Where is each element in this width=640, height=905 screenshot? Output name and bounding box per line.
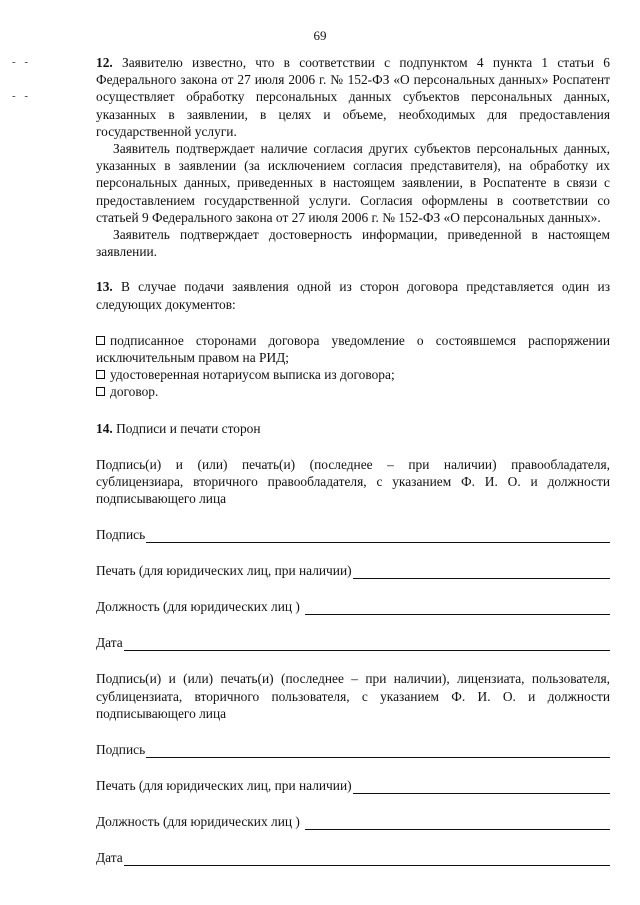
seal-label: Печать (для юридических лиц, при наличии) [96, 563, 352, 579]
block1-position-row[interactable] [96, 598, 610, 615]
position-label: Должность (для юридических лиц ) [96, 813, 300, 829]
option-contract[interactable] [96, 383, 610, 400]
block2-date-row[interactable] [96, 849, 610, 866]
block2-seal-row[interactable] [96, 777, 610, 794]
section-12-text: Заявителю известно, что в соответствии с подпунктом 4 пункта 1 статьи 6 Федерального закона от 27 июля 2006 г. № 152-ФЗ «О персональных данных» Роспатент осуществляет обработку персональных данных субъектов персональных данных, указанных в заявлении, в целях и объеме, необходимых для предоставления государственной услуги. [96, 55, 610, 139]
block2-intro: Подпись(и) и (или) печать(и) (последнее – при наличии), лицензиата, пользователя, сублицензиата, вторичного пользователя, с указанием Ф. И. О. и должности подписывающего лица [96, 671, 610, 721]
section-number: 13. [96, 279, 113, 295]
seal-field[interactable] [353, 566, 610, 579]
checkbox-icon[interactable] [96, 336, 105, 345]
block1-intro: Подпись(и) и (или) печать(и) (последнее – при наличии) правообладателя, сублицензиара, вторичного правообладателя, с указанием Ф. И. О. и должности подписывающего лица [96, 456, 610, 507]
section-12-para-2: Заявитель подтверждает наличие согласия других субъектов персональных данных, указанных в заявлении (за исключением согласия представителя), на обработку их персональных данных, приведенных в настоящем заявлении, в Роспатенте в связи с предоставлением государственной услуги. Согласия оформлены в соответствии со статьей 9 Федерального закона от 27 июля 2006 г. № 152-ФЗ «О персональных данных». [96, 141, 610, 225]
checkbox-icon[interactable] [96, 387, 105, 396]
page-number: 69 [313, 28, 327, 43]
block1-date-row[interactable] [96, 634, 610, 651]
signature-field[interactable] [146, 530, 610, 543]
margin-mark: - - [12, 90, 32, 102]
option-label: удостоверенная нотариусом выписка из договора; [110, 367, 395, 383]
seal-field[interactable] [353, 781, 610, 794]
section-number: 12. [96, 55, 113, 70]
checkbox-icon[interactable] [96, 370, 105, 379]
signature-label: Подпись [96, 741, 146, 757]
block2-signature-row[interactable] [96, 741, 610, 758]
margin-mark: - - [12, 56, 32, 68]
position-field[interactable] [305, 602, 610, 615]
date-label: Дата [96, 635, 123, 651]
section-14-heading [96, 420, 610, 437]
date-label: Дата [96, 849, 123, 865]
signature-field[interactable] [146, 745, 610, 758]
position-label: Должность (для юридических лиц ) [96, 599, 300, 615]
block2-position-row[interactable] [96, 813, 610, 830]
position-field[interactable] [305, 817, 610, 830]
section-14-title: Подписи и печати сторон [116, 420, 261, 436]
signature-label: Подпись [96, 527, 146, 543]
date-field[interactable] [124, 853, 610, 866]
section-12-para-1 [96, 54, 610, 140]
document-body [96, 54, 610, 866]
block1-signature-row[interactable] [96, 526, 610, 543]
section-number: 14. [96, 420, 113, 436]
option-label: договор. [110, 384, 159, 400]
option-extract[interactable] [96, 366, 610, 383]
option-label: подписанное сторонами договора уведомление о состоявшемся распоряжении исключительным правом на РИД; [96, 332, 610, 366]
seal-label: Печать (для юридических лиц, при наличии) [96, 777, 352, 793]
section-12-para-3: Заявитель подтверждает достоверность информации, приведенной в настоящем заявлении. [96, 227, 610, 260]
option-notice[interactable] [96, 332, 610, 366]
block1-seal-row[interactable] [96, 562, 610, 579]
date-field[interactable] [124, 638, 610, 651]
section-13-text: В случае подачи заявления одной из сторон договора представляется один из следующих документов: [96, 279, 610, 312]
section-13-para [96, 278, 610, 312]
